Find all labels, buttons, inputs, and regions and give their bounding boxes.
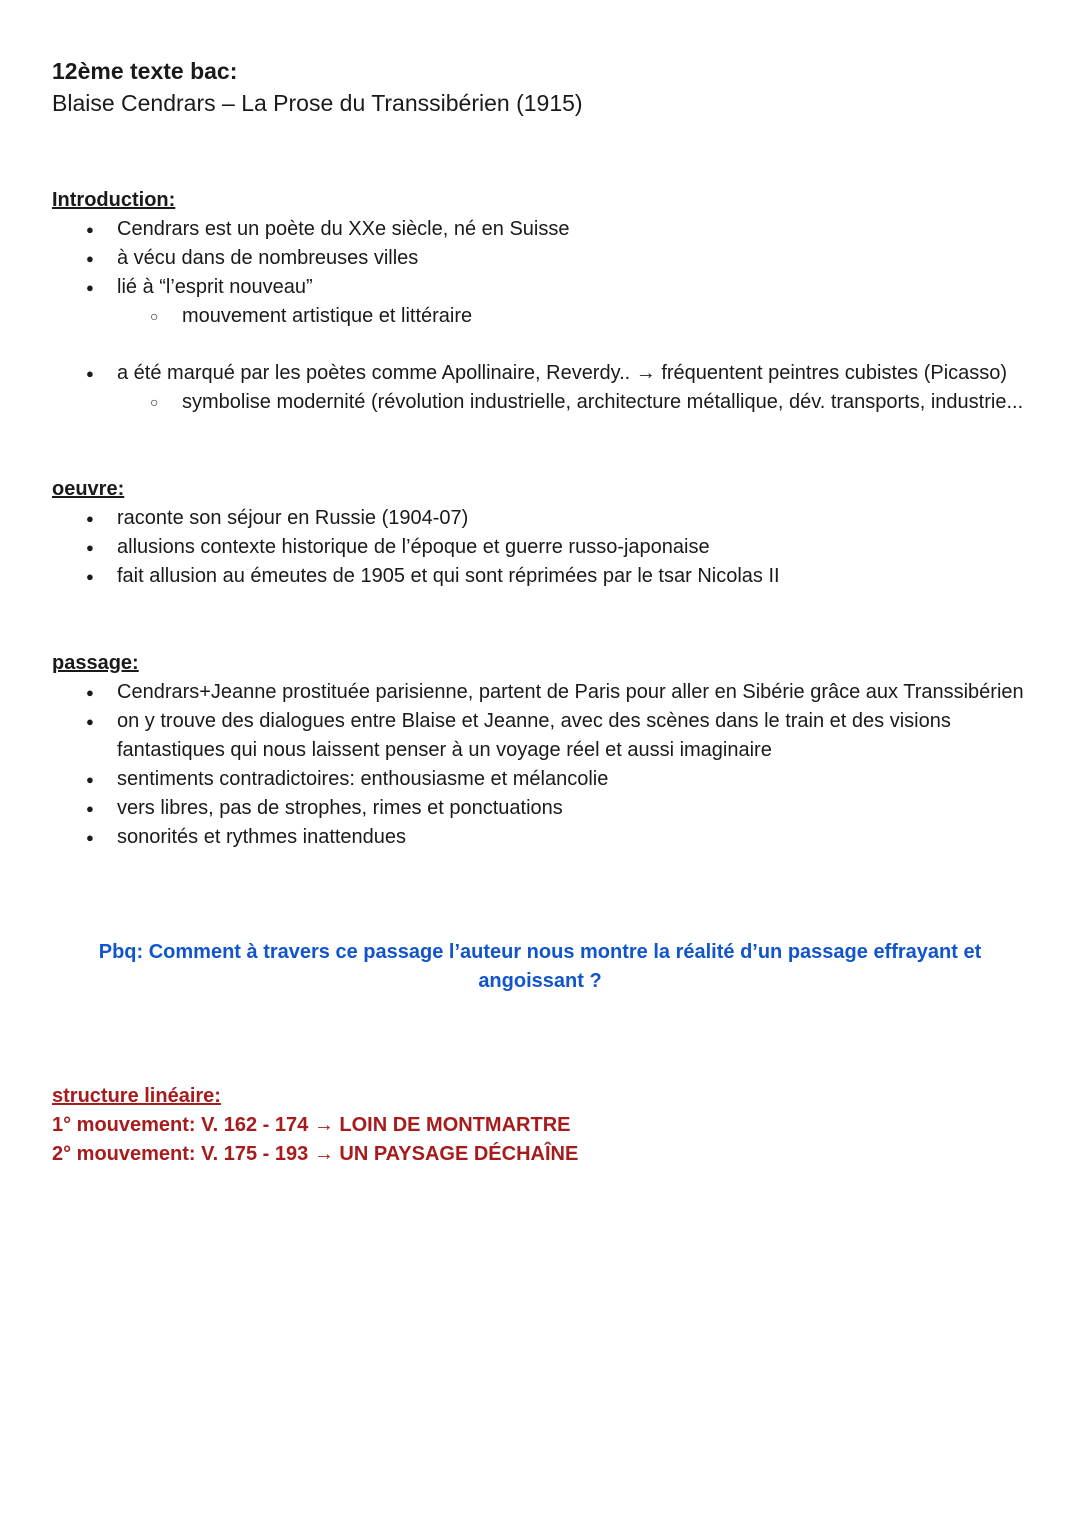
list-item: ● on y trouve des dialogues entre Blaise et Jeanne, avec des scènes dans le train et des visions fantastiques qui nous laissent penser à un voyage réel et aussi imaginaire	[52, 707, 1028, 765]
introduction-sublist-2	[52, 388, 1028, 417]
list-item: ● Cendrars+Jeanne prostituée parisienne, partent de Paris pour aller en Sibérie grâce aux Transsibérien	[52, 678, 1028, 707]
list-item: ● Cendrars est un poète du XXe siècle, né en Suisse	[52, 215, 1028, 244]
introduction-section	[52, 186, 1028, 417]
introduction-sublist	[52, 302, 1028, 331]
list-item: ● a été marqué par les poètes comme Apollinaire, Reverdy.. → fréquentent peintres cubistes (Picasso)	[52, 359, 1028, 388]
passage-section	[52, 649, 1028, 852]
sub-list-item: ○ symbolise modernité (révolution industrielle, architecture métallique, dév. transports, industrie...	[52, 388, 1028, 417]
oeuvre-section	[52, 475, 1028, 591]
passage-heading: passage:	[52, 652, 139, 674]
list-item: ● à vécu dans de nombreuses villes	[52, 244, 1028, 273]
introduction-list-continued	[52, 359, 1028, 388]
oeuvre-heading: oeuvre:	[52, 478, 125, 500]
document-subtitle: Blaise Cendrars – La Prose du Transsibérien (1915)	[52, 90, 583, 116]
introduction-list	[52, 215, 1028, 302]
passage-list	[52, 678, 1028, 852]
oeuvre-list	[52, 504, 1028, 591]
sub-list-item: ○ mouvement artistique et littéraire	[52, 302, 1028, 331]
list-item: ● raconte son séjour en Russie (1904-07)	[52, 504, 1028, 533]
list-item: ● lié à “l’esprit nouveau”	[52, 273, 1028, 302]
structure-heading: structure linéaire:	[52, 1085, 221, 1107]
list-item: ● fait allusion au émeutes de 1905 et qui sont réprimées par le tsar Nicolas II	[52, 562, 1028, 591]
list-item: ● vers libres, pas de strophes, rimes et ponctuations	[52, 794, 1028, 823]
document-title: 12ème texte bac:	[52, 58, 238, 84]
introduction-heading: Introduction:	[52, 189, 176, 211]
list-item: ● sentiments contradictoires: enthousiasme et mélancolie	[52, 765, 1028, 794]
list-item: ● allusions contexte historique de l’époque et guerre russo-japonaise	[52, 533, 1028, 562]
list-item: ● sonorités et rythmes inattendues	[52, 823, 1028, 852]
movement-2: 2° mouvement: V. 175 - 193 → UN PAYSAGE DÉCHAÎNE	[52, 1143, 579, 1165]
structure-section	[52, 1082, 1028, 1169]
problematique: Pbq: Comment à travers ce passage l’auteur nous montre la réalité d’un passage effrayant et angoissant ?	[98, 941, 982, 992]
movement-1: 1° mouvement: V. 162 - 174 → LOIN DE MONTMARTRE	[52, 1114, 571, 1136]
